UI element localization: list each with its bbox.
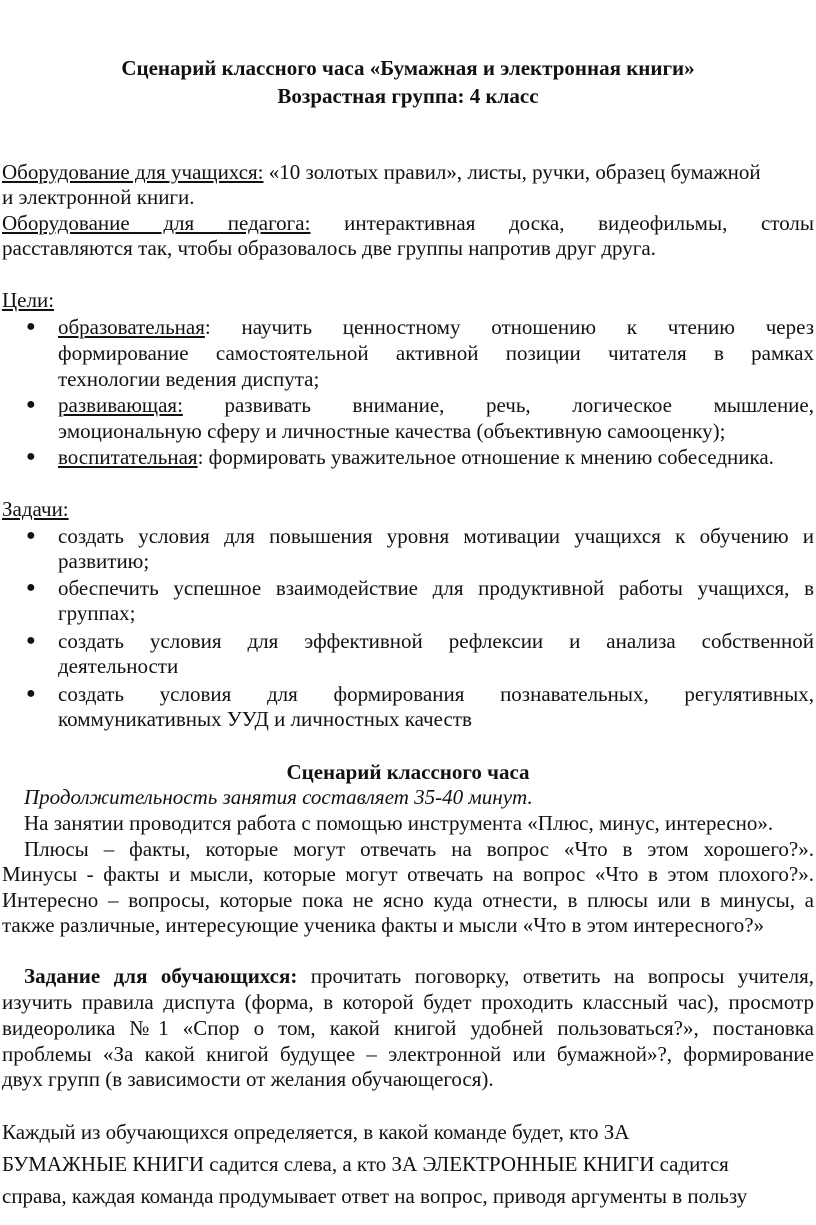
scenario-plus-line: Плюсы – факты, которые могут отвечать на вопрос «Что в этом хорошего?». — [24, 837, 814, 861]
teacher-equipment-line-2: расставляются так, чтобы образовалось две группы напротив друг друга. — [2, 236, 656, 260]
scenario-heading: Сценарий классного часа — [286, 760, 530, 784]
students-equipment-label: Оборудование для учащихся: — [2, 160, 264, 184]
goal-text: : научить ценностному отношению к чтению через — [204, 315, 814, 339]
goal-text: : формировать уважительное отношение к мнению собеседника. — [197, 445, 774, 469]
goal-item-3-line-1 — [58, 443, 814, 471]
student-task-line-1 — [24, 962, 814, 990]
bullet-icon: ● — [26, 527, 36, 544]
bullet-icon: ● — [26, 632, 36, 649]
student-task-line-4: проблемы «За какой книгой будущее – электронной или бумажной»?, формирование — [2, 1042, 814, 1066]
goal-term: образовательная — [58, 315, 205, 339]
closing-line-2: БУМАЖНЫЕ КНИГИ садится слева, а кто ЗА ЭЛЕКТРОННЫЕ КНИГИ садится — [2, 1152, 729, 1176]
task-item-1-line-1: создать условия для повышения уровня мотивации учащихся к обучению и — [58, 524, 814, 548]
closing-line-1: Каждый из обучающихся определяется, в какой команде будет, кто ЗА — [2, 1120, 630, 1144]
goal-item-1-line-2: формирование самостоятельной активной позиции читателя в рамках — [58, 341, 814, 365]
student-task-line-5: двух групп (в зависимости от желания обучающегося). — [2, 1067, 494, 1091]
bullet-icon: ● — [26, 396, 36, 413]
goal-text: развивать внимание, речь, логическое мышление, — [182, 393, 814, 417]
students-equipment-text: «10 золотых правил», листы, ручки, образец бумажной — [263, 160, 761, 184]
scenario-paragraph-1: На занятии проводится работа с помощью инструмента «Плюс, минус, интересно». — [24, 811, 774, 835]
document-subtitle: Возрастная группа: 4 класс — [277, 84, 539, 108]
closing-line-3: справа, каждая команда продумывает ответ на вопрос, приводя аргументы в пользу — [2, 1184, 748, 1208]
goals-heading-text: Цели: — [2, 288, 55, 312]
scenario-duration: Продолжительность занятия составляет 35-40 минут. — [24, 785, 533, 809]
task-item-3-line-1: создать условия для эффективной рефлексии и анализа собственной — [58, 629, 814, 653]
student-task-label: Задание для обучающихся: — [24, 964, 298, 988]
goal-item-1-line-1 — [58, 313, 814, 341]
task-item-4-line-1: создать условия для формирования познавательных, регулятивных, — [58, 682, 814, 706]
goal-item-2-line-2: эмоциональную сферу и личностные качества (объективную самооценку); — [58, 419, 726, 443]
scenario-interesting-line-1: Интересно – вопросы, которые пока не ясно куда отнести, в плюсы или в минусы, а — [2, 888, 814, 912]
goal-term: развивающая: — [58, 393, 183, 417]
student-task-line-2: изучить правила диспута (форма, в которой будет проходить классный час), просмотр — [2, 990, 814, 1014]
student-task-line-3: видеоролика №1 «Спор о том, какой книгой удобней пользоваться?», постановка — [2, 1016, 814, 1040]
scenario-interesting-line-2: также различные, интересующие ученика факты и мысли «Что в этом интересного?» — [2, 913, 765, 937]
goal-item-2-line-1 — [58, 391, 814, 419]
goals-heading — [2, 286, 814, 314]
bullet-icon: ● — [26, 685, 36, 702]
teacher-equipment-label: Оборудование для педагога: — [2, 211, 311, 235]
student-task-text: прочитать поговорку, ответить на вопросы учителя, — [297, 964, 814, 988]
tasks-heading — [2, 495, 814, 523]
bullet-icon: ● — [26, 448, 36, 465]
task-item-2-line-1: обеспечить успешное взаимодействие для продуктивной работы учащихся, в — [58, 576, 814, 600]
task-item-3-line-2: деятельности — [58, 654, 179, 678]
tasks-heading-text: Задачи: — [2, 497, 69, 521]
teacher-equipment-line-1 — [2, 209, 814, 237]
goal-term: воспитательная — [58, 445, 198, 469]
task-item-2-line-2: группах; — [58, 601, 136, 625]
students-equipment-line-1 — [2, 158, 814, 186]
task-item-4-line-2: коммуникативных УУД и личностных качеств — [58, 707, 472, 731]
bullet-icon: ● — [26, 318, 36, 335]
document-title: Сценарий классного часа «Бумажная и электронная книги» — [121, 56, 695, 80]
goal-item-1-line-3: технологии ведения диспута; — [58, 367, 320, 391]
scenario-minus-line: Минусы - факты и мысли, которые могут отвечать на вопрос «Что в этом плохого?». — [2, 862, 814, 886]
bullet-icon: ● — [26, 579, 36, 596]
teacher-equipment-text: интерактивная доска, видеофильмы, столы — [344, 211, 815, 235]
task-item-1-line-2: развитию; — [58, 549, 150, 573]
students-equipment-line-2: и электронной книги. — [2, 185, 195, 209]
